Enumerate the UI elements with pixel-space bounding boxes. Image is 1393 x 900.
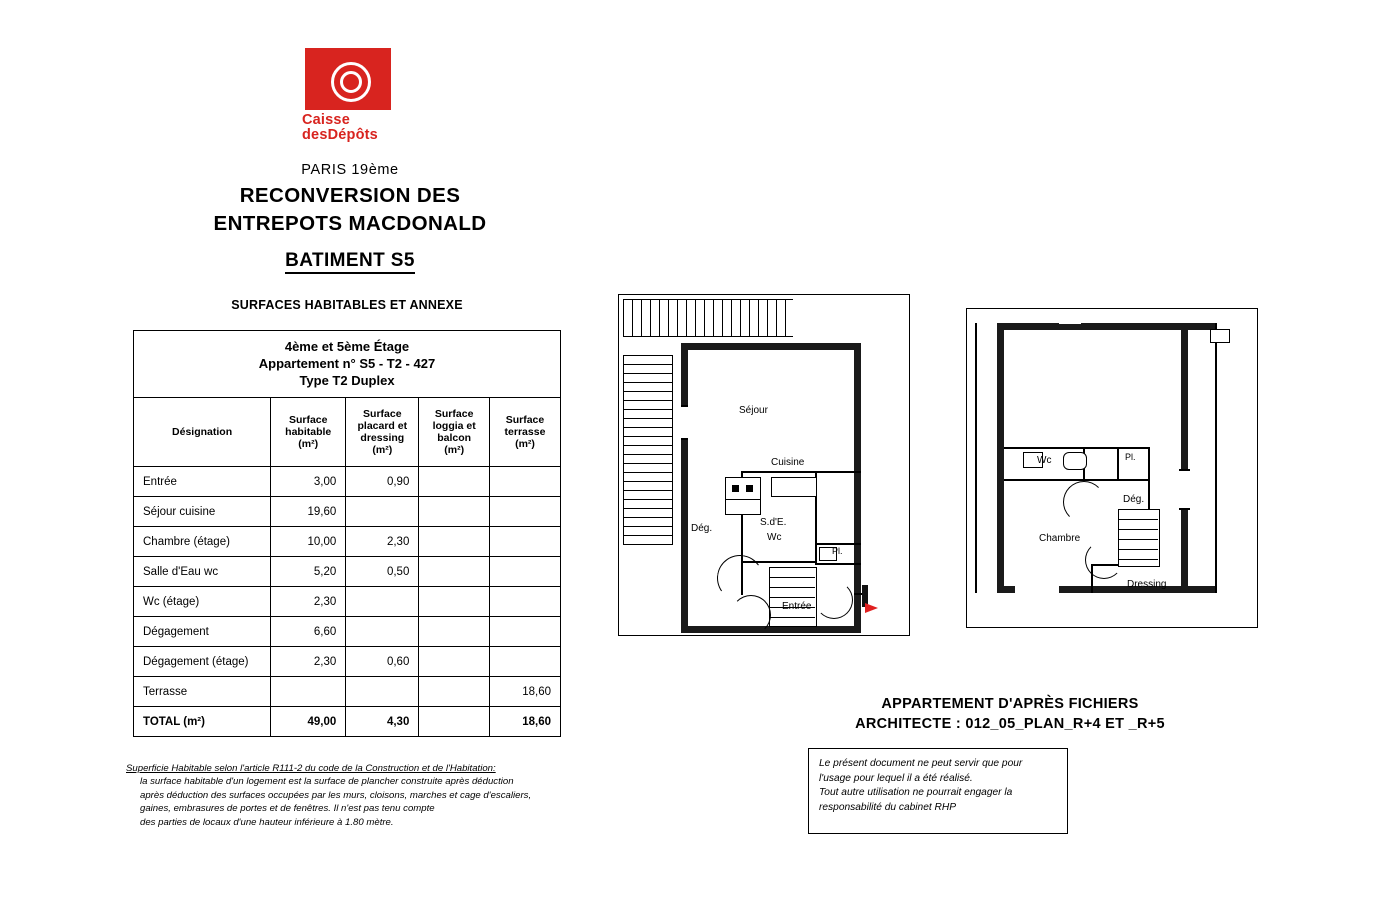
cell-terrasse — [489, 617, 560, 647]
room-label-placard: Pl. — [832, 546, 843, 556]
architect-note-line-2: ARCHITECTE : 012_05_PLAN_R+4 ET _R+5 — [855, 716, 1165, 732]
cell-habitable: 19,60 — [271, 497, 346, 527]
terrace-edge — [1215, 323, 1217, 593]
window-edge — [1179, 508, 1190, 510]
table-row — [134, 587, 561, 617]
table-row — [134, 677, 561, 707]
cell-habitable: 2,30 — [271, 587, 346, 617]
cell-designation: Séjour cuisine — [134, 497, 271, 527]
partition-placard-bottom — [815, 563, 861, 565]
room-label-degagement: Dég. — [691, 523, 713, 534]
wall-bottom — [681, 626, 861, 633]
table-row — [134, 467, 561, 497]
column-header-loggia — [419, 398, 490, 467]
floor-plan-r5 — [966, 308, 1258, 628]
room-label-chambre: Chambre — [1039, 533, 1081, 544]
footnote-line-1: la surface habitable d'un logement est la surface de plancher construite après déduction — [140, 776, 514, 788]
disclaimer-box — [808, 748, 1068, 834]
logo-wordmark — [300, 113, 396, 143]
cell-designation: Wc (étage) — [134, 587, 271, 617]
column-header-terrasse-l1: Surface — [505, 414, 545, 426]
legal-footnote — [126, 762, 596, 829]
window-opening-top — [1059, 321, 1081, 324]
disclaimer-line-4: responsabilité du cabinet RHP — [819, 801, 957, 813]
project-title-line-2: ENTREPOTS MACDONALD — [213, 212, 487, 235]
column-header-loggia-l4: (m²) — [444, 444, 465, 456]
company-logo — [300, 48, 396, 143]
footnote-line-4: des parties de locaux d'une hauteur inférieure à 1.80 mètre. — [140, 816, 394, 828]
cell-total-loggia — [419, 707, 490, 737]
column-header-loggia-l2: loggia et — [432, 420, 476, 432]
room-label-placard: Pl. — [1125, 452, 1136, 462]
table-title-cell — [134, 331, 561, 398]
cell-terrasse — [489, 527, 560, 557]
cell-placard: 0,50 — [346, 557, 419, 587]
architect-source-note — [760, 694, 1260, 734]
column-header-placard-l1: Surface — [363, 408, 402, 420]
disclaimer-line-1: Le présent document ne peut servir que pour — [819, 758, 1023, 769]
column-header-designation — [134, 398, 271, 467]
building-title — [0, 250, 700, 272]
partition-cuisine — [741, 471, 861, 473]
table-row — [134, 617, 561, 647]
wall-right — [854, 343, 861, 633]
project-title — [0, 182, 700, 238]
cell-placard: 2,30 — [346, 527, 419, 557]
floor-plan-r4 — [618, 294, 910, 636]
footnote-line-2: après déduction des surfaces occupées par les murs, cloisons, marches et cage d'escaliers, — [140, 789, 532, 801]
wall-right — [1181, 323, 1188, 593]
stair-step — [1118, 539, 1158, 540]
cell-placard — [346, 497, 419, 527]
cell-designation: Terrasse — [134, 677, 271, 707]
cell-terrasse: 18,60 — [489, 677, 560, 707]
cell-designation: Dégagement (étage) — [134, 647, 271, 677]
disclaimer-line-3: Tout autre utilisation ne pourrait engager la — [819, 787, 1013, 798]
stair-step — [1118, 529, 1158, 530]
wall-left — [997, 323, 1004, 593]
entry-direction-arrow-icon — [865, 603, 878, 613]
column-header-placard-l2: placard et — [357, 420, 408, 432]
table-row — [134, 527, 561, 557]
building-title-text: BATIMENT S5 — [285, 250, 415, 274]
cell-loggia — [419, 677, 490, 707]
cell-terrasse — [489, 587, 560, 617]
door-swing-arc — [731, 595, 771, 635]
kitchen-sink-icon — [725, 477, 761, 501]
cell-habitable: 5,20 — [271, 557, 346, 587]
table-title-line-2: Appartement n° S5 - T2 - 427 — [258, 356, 436, 371]
table-total-row — [134, 707, 561, 737]
cell-placard — [346, 617, 419, 647]
cell-terrasse — [489, 497, 560, 527]
partition-placard-left — [1117, 447, 1119, 481]
door-swing-arc — [1085, 541, 1123, 579]
cell-total-habitable: 49,00 — [271, 707, 346, 737]
column-header-loggia-l1: Surface — [434, 408, 474, 420]
disclaimer-line-2: l'usage pour lequel il a été réalisé. — [819, 772, 973, 784]
window-gap — [681, 405, 688, 439]
column-header-habitable-l2: habitable — [285, 426, 332, 438]
cell-terrasse — [489, 557, 560, 587]
cell-total-placard: 4,30 — [346, 707, 419, 737]
column-header-placard — [346, 398, 419, 467]
wall-top — [681, 343, 861, 350]
stair-hatch-left — [623, 355, 673, 545]
stair-step — [769, 587, 815, 588]
room-label-salle-deau: S.d'E. — [760, 517, 787, 528]
washbasin-icon — [1063, 452, 1087, 470]
room-label-degagement: Dég. — [1123, 494, 1145, 505]
column-header-habitable-l3: (m²) — [298, 438, 319, 450]
cell-loggia — [419, 557, 490, 587]
partition-top-wc — [1004, 447, 1150, 449]
terrace-edge-left — [975, 323, 977, 593]
cell-placard: 0,60 — [346, 647, 419, 677]
cell-loggia — [419, 617, 490, 647]
column-header-placard-l3: dressing — [360, 432, 405, 444]
partition-wc-bottom — [1004, 479, 1084, 481]
cell-loggia — [419, 647, 490, 677]
kitchen-counter — [725, 499, 761, 515]
window-edge-top — [681, 405, 688, 407]
opening-bottom — [1015, 586, 1059, 593]
cell-total-terrasse: 18,60 — [489, 707, 560, 737]
door-swing-arc — [1063, 481, 1105, 523]
kitchen-unit — [771, 477, 817, 497]
city-label: PARIS 19ème — [301, 162, 399, 178]
cell-terrasse — [489, 467, 560, 497]
cell-habitable — [271, 677, 346, 707]
cell-placard — [346, 587, 419, 617]
window-opening-right — [1181, 469, 1188, 509]
window-unit — [1210, 329, 1230, 343]
cell-habitable: 10,00 — [271, 527, 346, 557]
table-column-header-row — [134, 398, 561, 467]
column-header-terrasse-l3: (m²) — [515, 438, 535, 450]
column-header-placard-l4: (m²) — [372, 444, 393, 456]
stair-step — [1118, 559, 1158, 560]
cell-loggia — [419, 497, 490, 527]
cell-loggia — [419, 527, 490, 557]
column-header-designation-l1: Désignation — [172, 426, 233, 438]
cell-habitable: 6,60 — [271, 617, 346, 647]
partition-pl-bottom — [1085, 479, 1149, 481]
cell-total-label: TOTAL (m²) — [134, 707, 271, 737]
footnote-line-3: gaines, embrasures de portes et de fenêtres. Il n'est pas tenu compte — [140, 803, 435, 815]
entry-door-leaf — [854, 593, 862, 595]
window-edge-bottom — [681, 438, 688, 440]
surface-table — [133, 330, 561, 737]
table-title-line-3: Type T2 Duplex — [299, 373, 395, 388]
room-label-entree: Entrée — [782, 601, 812, 612]
surfaces-caption: SURFACES HABITABLES ET ANNEXE — [231, 298, 463, 312]
stair-step — [1118, 519, 1158, 520]
cell-habitable: 3,00 — [271, 467, 346, 497]
cell-designation: Entrée — [134, 467, 271, 497]
room-label-wc: Wc — [1037, 455, 1052, 466]
cell-designation: Dégagement — [134, 617, 271, 647]
room-label-cuisine: Cuisine — [771, 457, 805, 468]
cell-habitable: 2,30 — [271, 647, 346, 677]
column-header-loggia-l3: balcon — [437, 432, 472, 444]
stair-step — [769, 577, 815, 578]
column-header-terrasse — [489, 398, 560, 467]
project-title-line-1: RECONVERSION DES — [239, 184, 461, 207]
cell-designation: Chambre (étage) — [134, 527, 271, 557]
stair-step — [1118, 549, 1158, 550]
table-header-title-row — [134, 331, 561, 398]
logo-line-1: Caisse — [302, 112, 350, 128]
cell-loggia — [419, 587, 490, 617]
sink-basin-icon — [732, 485, 739, 492]
architect-note-line-1: APPARTEMENT D'APRÈS FICHIERS — [881, 696, 1139, 712]
wall-left — [681, 343, 688, 633]
caisse-des-depots-emblem-icon — [305, 48, 391, 110]
stair-step — [769, 597, 815, 598]
table-row — [134, 647, 561, 677]
cell-placard — [346, 677, 419, 707]
door-swing-arc — [815, 581, 853, 619]
column-header-habitable — [271, 398, 346, 467]
cell-placard: 0,90 — [346, 467, 419, 497]
partition-placard-top — [815, 543, 861, 545]
room-label-dressing: Dressing — [1127, 579, 1167, 590]
cell-loggia — [419, 467, 490, 497]
footnote-title: Superficie Habitable selon l'article R111-2 du code de la Construction et de l'Habitation: — [126, 763, 496, 774]
column-header-terrasse-l2: terrasse — [504, 426, 546, 438]
room-label-wc: Wc — [767, 532, 782, 543]
window-edge — [1179, 469, 1190, 471]
cooktop-icon — [746, 485, 753, 492]
table-row — [134, 497, 561, 527]
cell-designation: Salle d'Eau wc — [134, 557, 271, 587]
table-row — [134, 557, 561, 587]
table-title-line-1: 4ème et 5ème Étage — [284, 339, 410, 354]
stair-step — [769, 617, 815, 618]
column-header-habitable-l1: Surface — [288, 414, 328, 426]
room-label-sejour: Séjour — [739, 405, 768, 416]
stair-hatch-top — [623, 299, 793, 337]
logo-line-2: desDépôts — [302, 127, 378, 143]
cell-terrasse — [489, 647, 560, 677]
